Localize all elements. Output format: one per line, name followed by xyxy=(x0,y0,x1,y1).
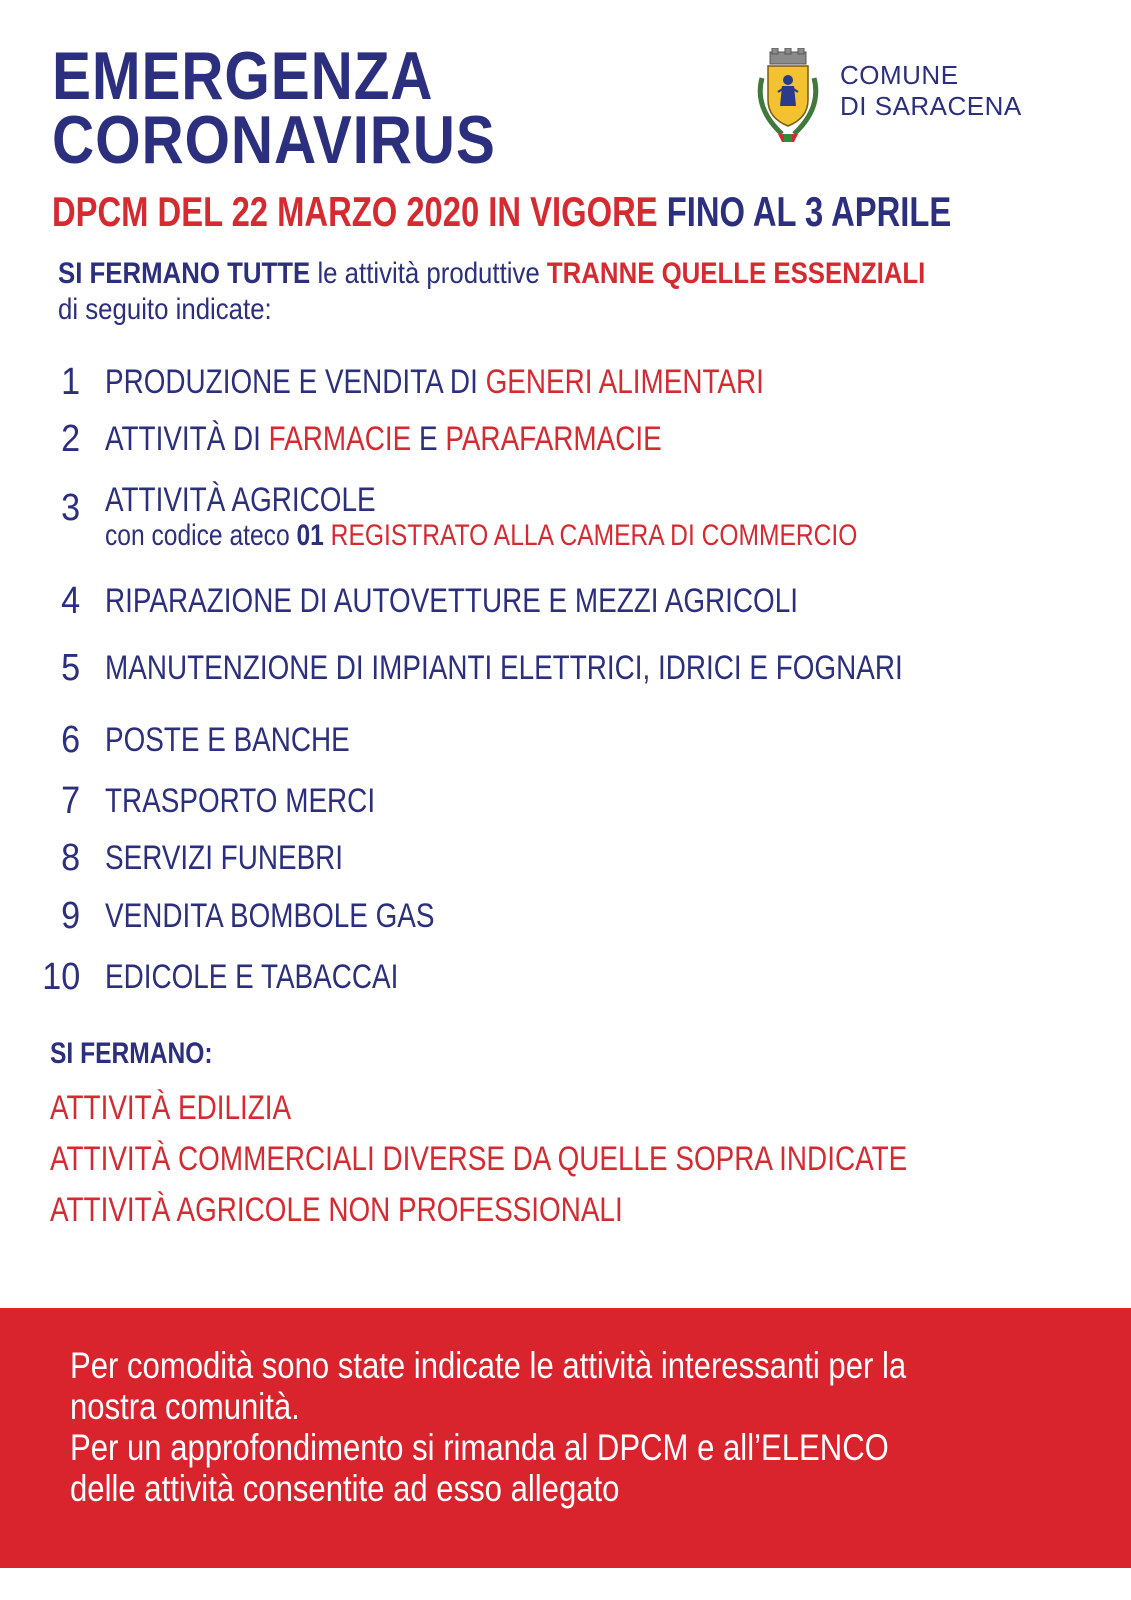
item-text: RIPARAZIONE DI AUTOVETTURE E MEZZI AGRICOLI xyxy=(105,582,798,620)
page-title xyxy=(52,38,568,178)
comune-line-2: DI SARACENA xyxy=(840,91,1022,121)
subtitle-deadline: FINO AL 3 APRILE xyxy=(666,188,952,235)
item-text: POSTE E BANCHE xyxy=(105,721,350,759)
intro-bold-navy: SI FERMANO TUTTE xyxy=(58,257,311,290)
item-text: MANUTENZIONE DI IMPIANTI ELETTRICI, IDRICI E FOGNARI xyxy=(105,649,903,687)
footer-note xyxy=(70,1345,1090,1509)
item-number: 8 xyxy=(60,837,80,879)
stopped-item: ATTIVITÀ COMMERCIALI DIVERSE DA QUELLE SOPRA INDICATE xyxy=(50,1140,908,1178)
footer-line-1: Per comodità sono state indicate le attività interessanti per la xyxy=(70,1345,907,1386)
item-number: 6 xyxy=(60,719,80,761)
page-subtitle xyxy=(52,190,1131,234)
item-number: 10 xyxy=(41,956,80,998)
stopped-item: ATTIVITÀ EDILIZIA xyxy=(50,1089,292,1127)
subtitle-dpcm: DPCM DEL 22 MARZO 2020 IN VIGORE xyxy=(52,188,658,235)
item-text: EDICOLE E TABACCAI xyxy=(105,958,399,996)
comune-line-1: COMUNE xyxy=(840,60,959,90)
item-text: PRODUZIONE E VENDITA DI GENERI ALIMENTARI xyxy=(105,363,764,401)
stopped-item: ATTIVITÀ AGRICOLE NON PROFESSIONALI xyxy=(50,1191,623,1229)
item-number: 5 xyxy=(60,647,80,689)
footer-line-2: nostra comunità. xyxy=(70,1386,300,1427)
intro-paragraph xyxy=(58,256,1067,328)
stopped-section-title: SI FERMANO: xyxy=(50,1037,213,1070)
municipality-name xyxy=(840,60,1022,122)
title-line-2: CORONAVIRUS xyxy=(52,102,496,178)
item-number: 4 xyxy=(60,580,80,622)
item-text: VENDITA BOMBOLE GAS xyxy=(105,897,435,935)
item-text: SERVIZI FUNEBRI xyxy=(105,839,344,877)
intro-text-2: di seguito indicate: xyxy=(58,293,272,326)
item-number: 1 xyxy=(60,361,80,403)
item-number: 7 xyxy=(60,780,80,822)
intro-bold-red: TRANNE QUELLE ESSENZIALI xyxy=(546,257,926,290)
item-number: 3 xyxy=(60,487,80,529)
coat-of-arms-icon xyxy=(748,48,828,148)
item-text: TRASPORTO MERCI xyxy=(105,782,376,820)
item-text: ATTIVITÀ DI FARMACIE E PARAFARMACIE xyxy=(105,420,662,458)
title-line-1: EMERGENZA xyxy=(52,38,434,114)
intro-text-1: le attività produttive xyxy=(317,257,540,290)
footer-line-3: Per un approfondimento si rimanda al DPCM e all’ELENCO xyxy=(70,1427,889,1468)
footer-line-4: delle attività consentite ad esso allegato xyxy=(70,1468,620,1509)
item-text: ATTIVITÀ AGRICOLE xyxy=(105,481,376,519)
item-subtext: con codice ateco 01 REGISTRATO ALLA CAMERA DI COMMERCIO xyxy=(105,519,858,552)
item-number: 9 xyxy=(60,895,80,937)
item-number: 2 xyxy=(60,418,80,460)
